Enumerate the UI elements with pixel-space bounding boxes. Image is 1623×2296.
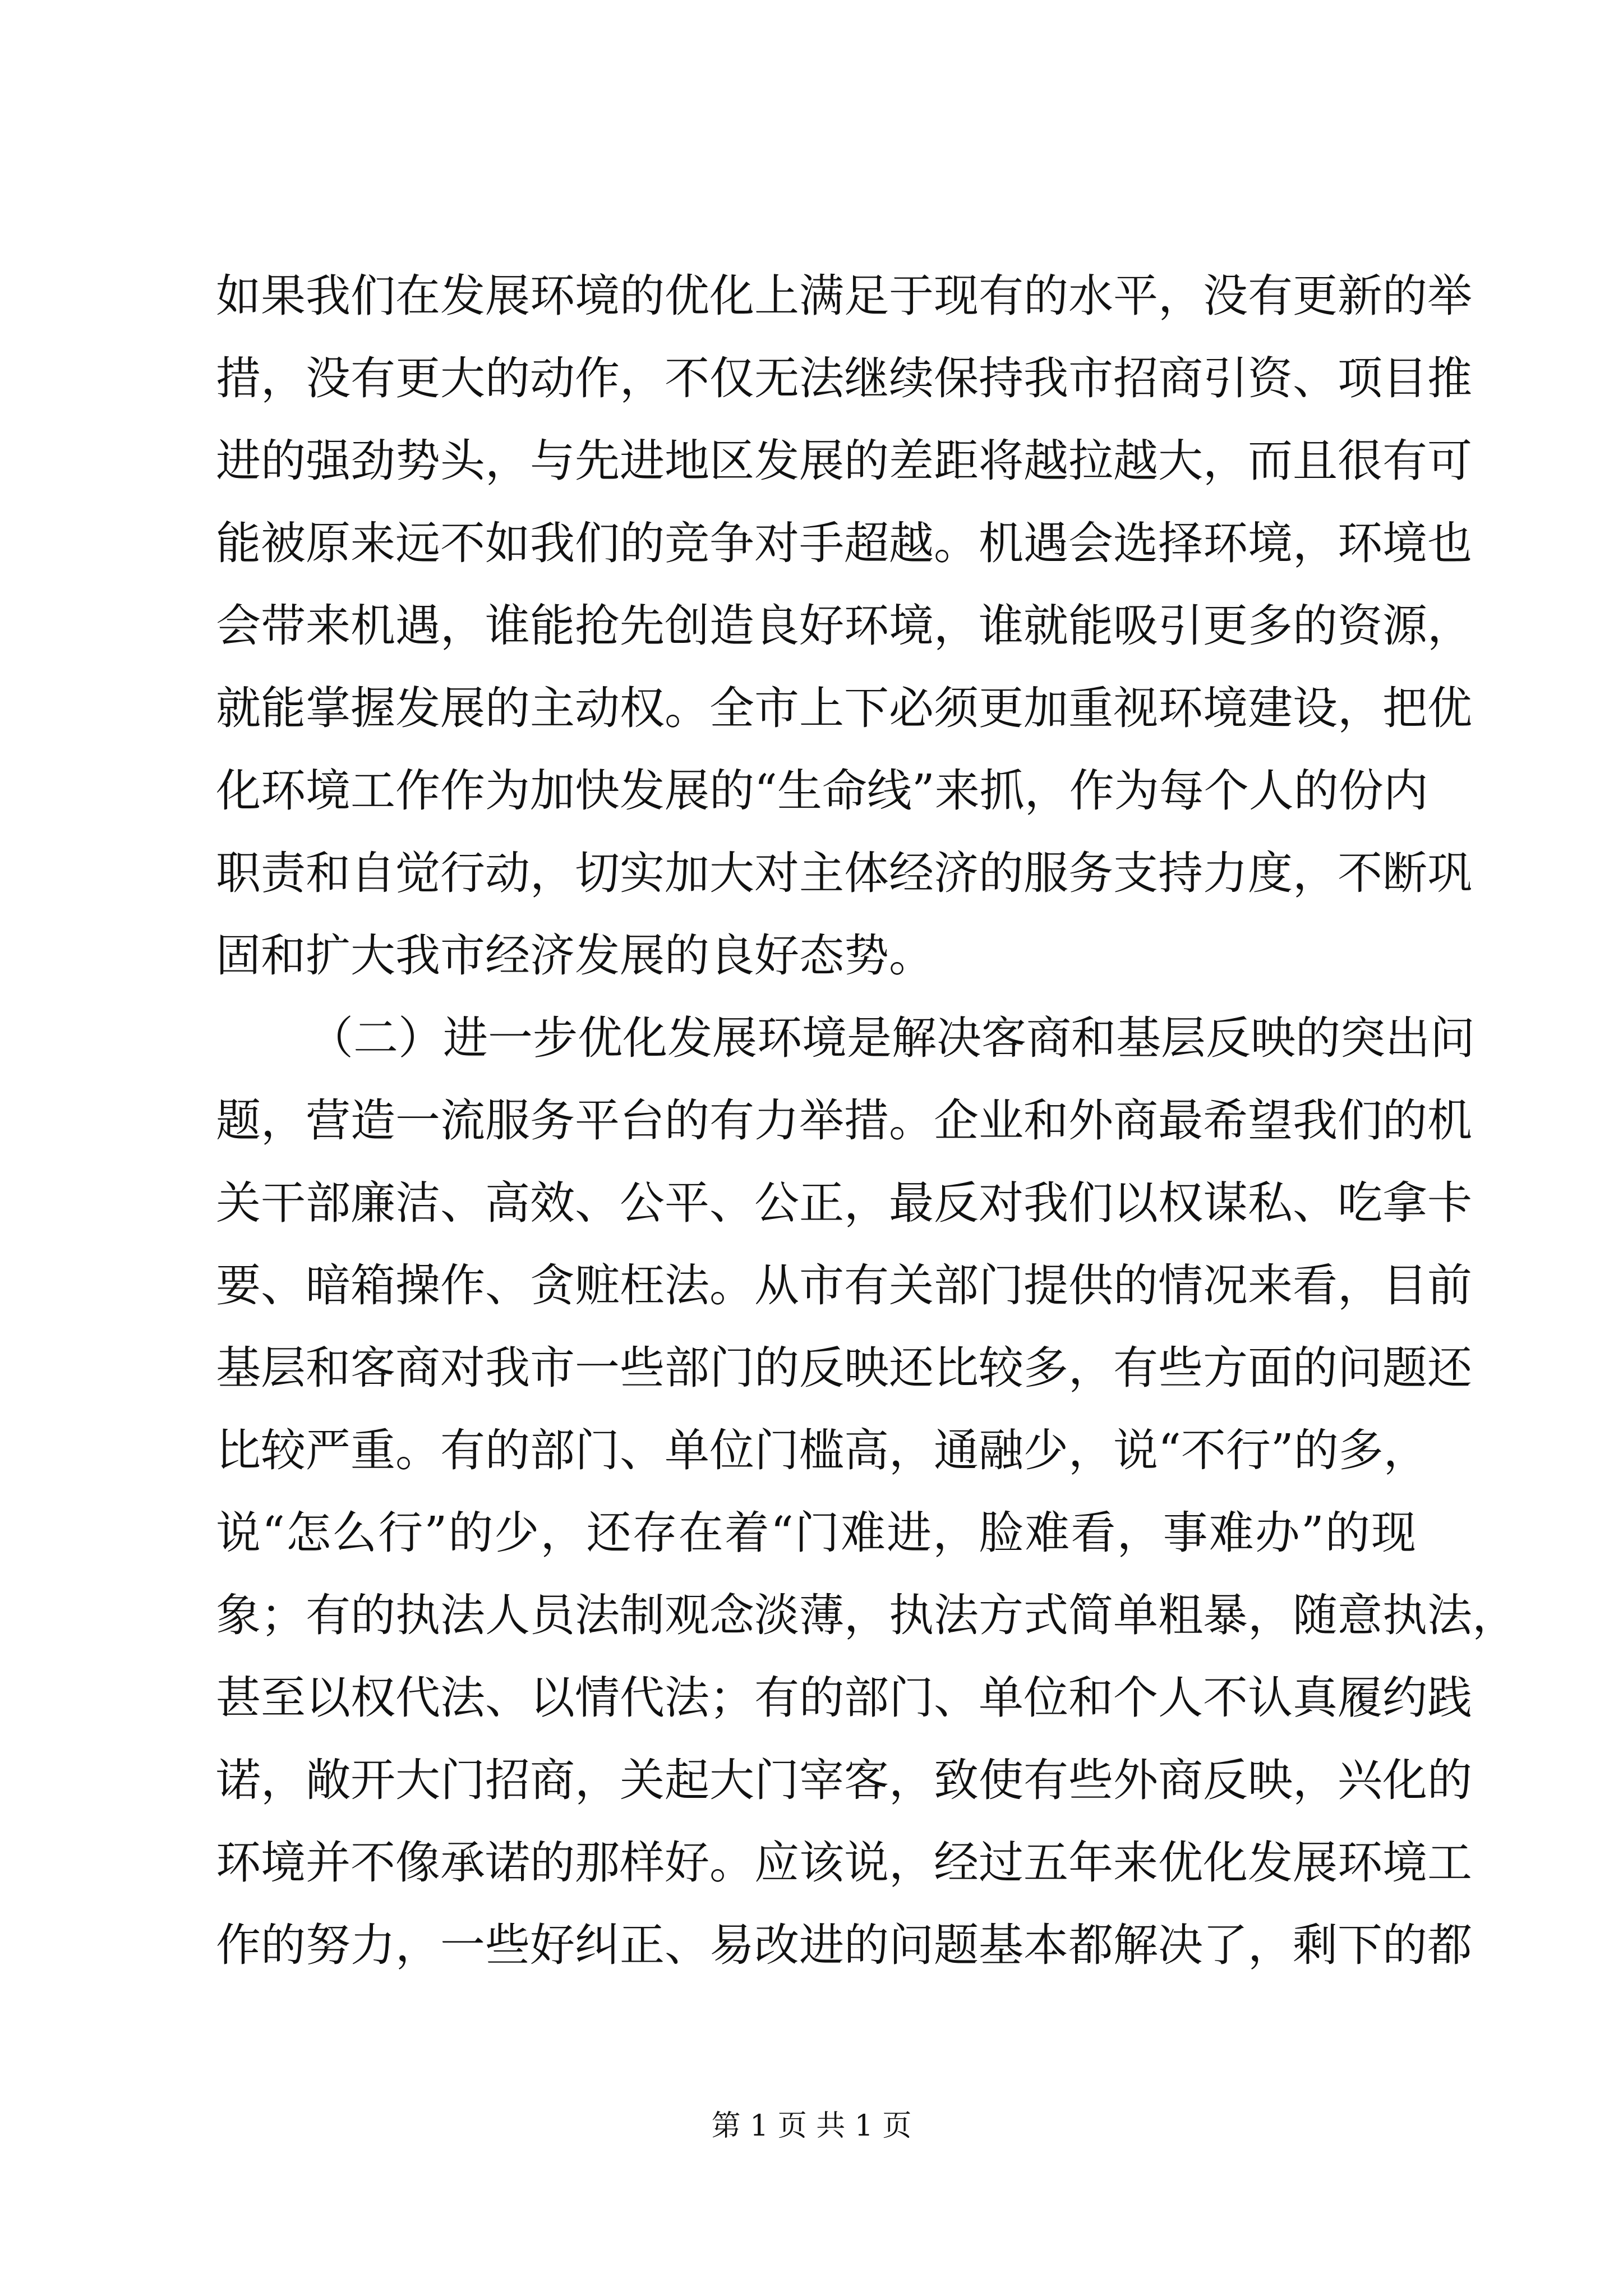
text-line: 环境并不像承诺的那样好。应该说，经过五年来优化发展环境工 [216, 1837, 1472, 1889]
section-heading-line: （二）进一步优化发展环境是解决客商和基层反映的突出问 [308, 1012, 1475, 1064]
text-line: 诺，敞开大门招商，关起大门宰客，致使有些外商反映，兴化的 [216, 1754, 1472, 1806]
text-line: 说“怎么行”的少，还存在着“门难进，脸难看，事难办”的现 [216, 1507, 1416, 1559]
text-line: 作的努力，一些好纠正、易改进的问题基本都解决了，剩下的都 [216, 1919, 1472, 1971]
text-line: 题，营造一流服务平台的有力举措。企业和外商最希望我们的机 [216, 1094, 1472, 1147]
text-line: 比较严重。有的部门、单位门槛高，通融少，说“不行”的多， [216, 1424, 1428, 1476]
page-footer: 第 1 页 共 1 页 [711, 2109, 912, 2143]
text-line: 进的强劲势头，与先进地区发展的差距将越拉越大，而且很有可 [216, 435, 1472, 487]
text-line: 职责和自觉行动，切实加大对主体经济的服务支持力度，不断巩 [216, 847, 1472, 899]
text-line: 固和扩大我市经济发展的良好态势。 [216, 930, 934, 982]
text-line: 措，没有更大的动作，不仅无法继续保持我市招商引资、项目推 [216, 352, 1472, 404]
text-line: 基层和客商对我市一些部门的反映还比较多，有些方面的问题还 [216, 1342, 1472, 1394]
text-line: 象；有的执法人员法制观念淡薄，执法方式简单粗暴，随意执法， [216, 1589, 1517, 1641]
text-line: 能被原来远不如我们的竞争对手超越。机遇会选择环境，环境也 [216, 517, 1472, 569]
text-line: 甚至以权代法、以情代法；有的部门、单位和个人不认真履约践 [216, 1672, 1472, 1724]
text-line: 会带来机遇，谁能抢先创造良好环境，谁就能吸引更多的资源， [216, 600, 1472, 652]
text-line: 关干部廉洁、高效、公平、公正，最反对我们以权谋私、吃拿卡 [216, 1177, 1472, 1229]
text-line: 要、暗箱操作、贪赃枉法。从市有关部门提供的情况来看，目前 [216, 1259, 1472, 1312]
text-line: 化环境工作作为加快发展的“生命线”来抓，作为每个人的份内 [216, 765, 1428, 817]
text-line: 就能掌握发展的主动权。全市上下必须更加重视环境建设，把优 [216, 682, 1472, 734]
text-line: 如果我们在发展环境的优化上满足于现有的水平，没有更新的举 [216, 270, 1472, 322]
